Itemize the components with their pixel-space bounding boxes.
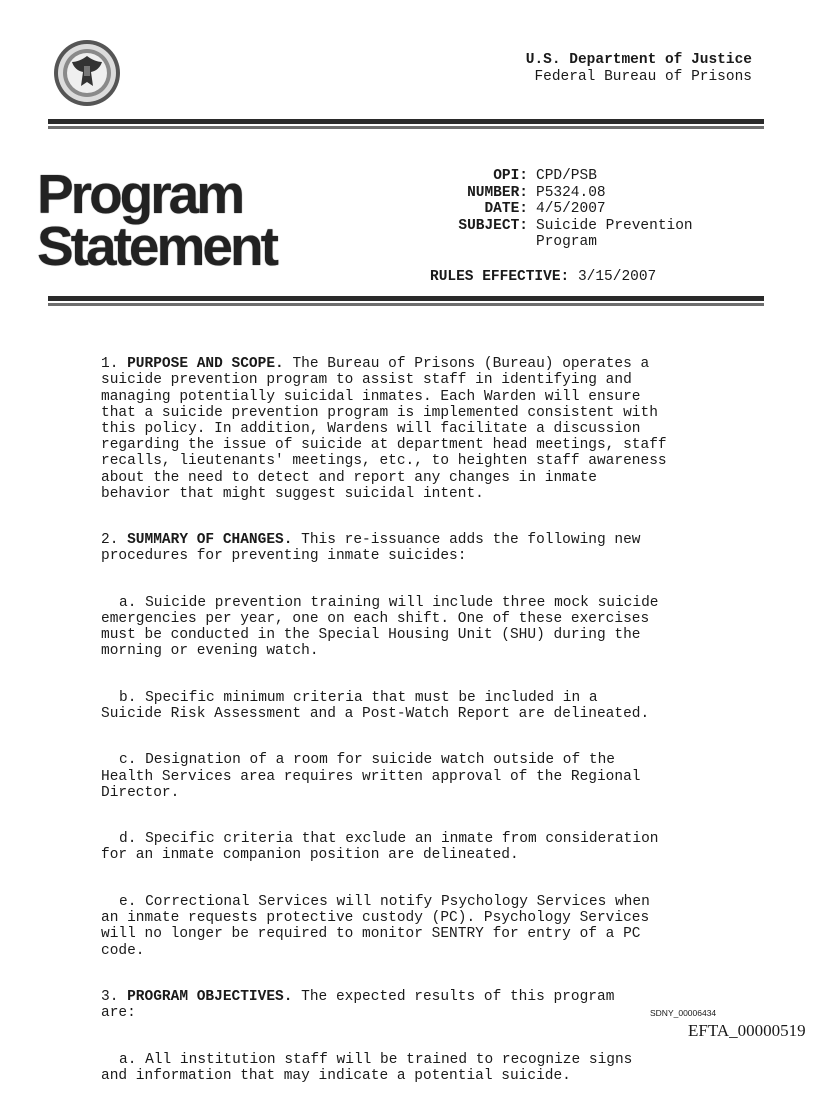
- section-2-heading: SUMMARY OF CHANGES.: [127, 532, 293, 549]
- department-name: U.S. Department of Justice: [525, 52, 752, 68]
- section-2a: a. Suicide prevention training will include three mock suicide emergencies per year, one on each shift. One of these exercises must be conducted in the Special Housing Unit (SHU) during the morning or evening watch.: [101, 594, 659, 660]
- section-2-text: This re-issuance adds the following new procedures for preventing inmate suicides:: [101, 532, 641, 565]
- date-label: DATE:: [484, 201, 528, 217]
- title-line-1: Program: [37, 163, 243, 225]
- doj-seal-icon: [52, 38, 122, 108]
- section-2d: d. Specific criteria that exclude an inmate from consideration for an inmate companion position are delineated.: [101, 831, 659, 864]
- section-1: 1. PURPOSE AND SCOPE. The Bureau of Prisons (Bureau) operates a suicide prevention program to assist staff in identifying and managing potentially suicidal inmates. Each Warden will ensure that a suicide prevention program is implemented consistent with this policy. In addition, Wardens will facilitate a discussion regarding the issue of suicide at department head meetings, staff recalls, lieutenants' meetings, etc., to heighten staff awareness about the need to detect and report any changes in inmate behavior that might suggest suicidal intent.: [101, 356, 667, 502]
- section-3-heading: PROGRAM OBJECTIVES.: [127, 988, 293, 1005]
- section-2b: b. Specific minimum criteria that must be included in a Suicide Risk Assessment and a Post-Watch Report are delineated.: [101, 689, 650, 723]
- number-value: P5324.08: [536, 184, 606, 201]
- section-3: 3. PROGRAM OBJECTIVES. The expected results of this program are:: [101, 988, 615, 1022]
- bureau-name: Federal Bureau of Prisons: [534, 69, 752, 85]
- rules-effective: [430, 269, 726, 286]
- document-title: [37, 163, 276, 277]
- section-2: 2. SUMMARY OF CHANGES. This re-issuance adds the following new procedures for preventing inmate suicides:: [101, 532, 641, 565]
- section-2e: e. Correctional Services will notify Psychology Services when an inmate requests protective custody (PC). Psychology Services will no longer be required to monitor SENTRY for entry of a PC code.: [101, 893, 650, 959]
- bates-number-large: EFTA_00000519: [688, 1021, 806, 1040]
- bates-number-small: SDNY_00006434: [650, 1008, 717, 1018]
- subject-value-2: Program: [536, 234, 597, 250]
- document-metadata: [430, 168, 726, 285]
- rules-effective-value: 3/15/2007: [577, 268, 657, 285]
- rules-effective-label: RULES EFFECTIVE:: [430, 268, 570, 285]
- section-1-heading: PURPOSE AND SCOPE.: [127, 356, 284, 373]
- bottom-divider: [48, 296, 764, 306]
- section-3-text: The expected results of this program are:: [101, 988, 615, 1022]
- number-label: NUMBER:: [467, 184, 528, 201]
- opi-value: CPD/PSB: [536, 168, 597, 184]
- section-2c: c. Designation of a room for suicide watch outside of the Health Services area requires written approval of the Regional Director.: [101, 752, 641, 801]
- opi-label: OPI:: [493, 168, 528, 184]
- subject-value-1: Suicide Prevention: [536, 217, 693, 234]
- date-value: 4/5/2007: [536, 201, 606, 217]
- section-1-text: The Bureau of Prisons (Bureau) operates a suicide prevention program to assist staff in identifying and managing potentially suicidal inmates. Each Warden will ensure that a suicide prevention program is implemented consistent with this policy. In addition, Wardens will facilitate a discussion regarding the issue of suicide at department head meetings, staff recalls, lieutenants' meetings, etc., to heighten staff awareness about the need to detect and report any changes in inmate behavior that might suggest suicidal intent.: [101, 356, 667, 502]
- title-line-2: Statement: [37, 215, 276, 277]
- subject-label: SUBJECT:: [458, 217, 528, 234]
- document-body: [101, 340, 741, 1114]
- top-divider: [48, 119, 764, 129]
- section-3a: a. All institution staff will be trained to recognize signs and information that may indicate a potential suicide.: [101, 1051, 633, 1084]
